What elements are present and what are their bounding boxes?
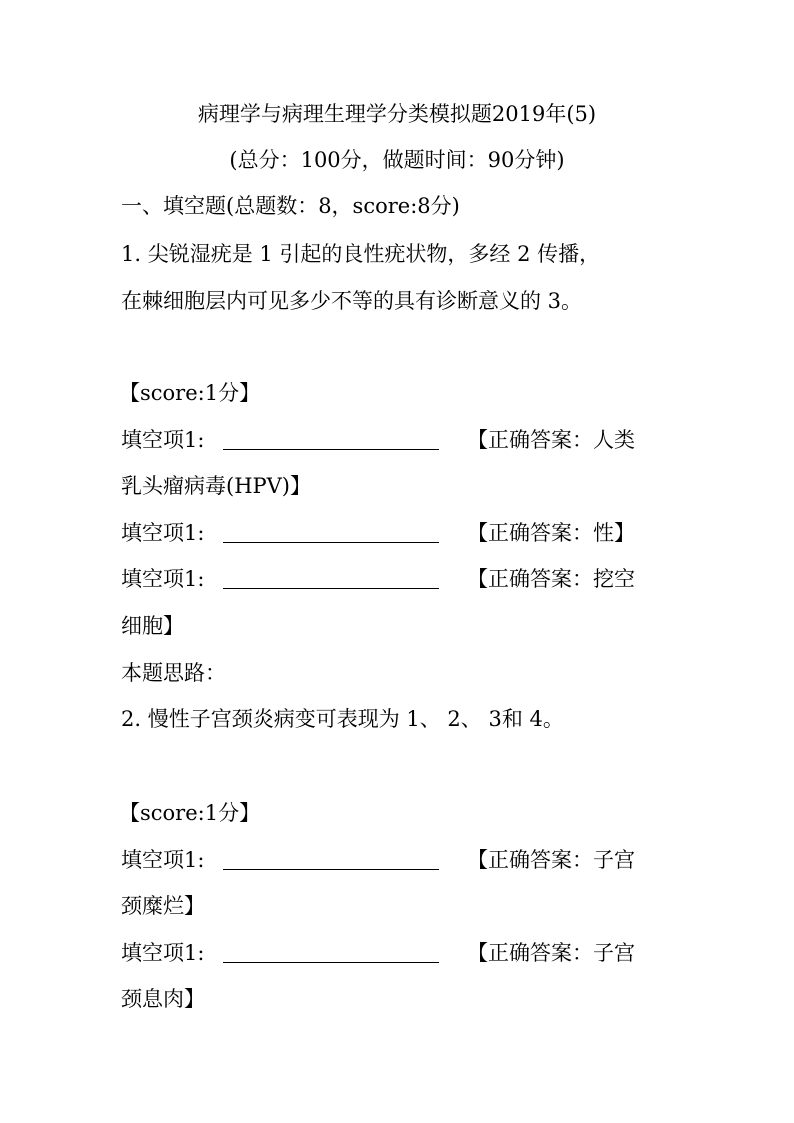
question-1-blank-item-1 <box>121 425 666 455</box>
correct-answer: 【正确答案：性】 <box>467 521 635 545</box>
question-2-text-line-1: 2. 慢性子宫颈炎病变可表现为 1、 2、 3和 4。 <box>121 707 564 731</box>
question-1-score: 【score:1分】 <box>119 381 261 405</box>
question-2-answer-1-continued: 颈糜烂】 <box>121 894 205 918</box>
question-2-blank-item-1 <box>121 845 666 875</box>
answer-blank-line <box>223 542 439 543</box>
blank-item-label: 填空项1: <box>121 567 205 591</box>
exam-info: (总分：100分，做题时间：90分钟) <box>229 148 565 172</box>
blank-item-label: 填空项1: <box>121 941 205 965</box>
answer-blank-line <box>223 588 439 589</box>
blank-item-label: 填空项1: <box>121 848 205 872</box>
question-1-approach-label: 本题思路： <box>121 661 226 685</box>
question-1-text-line-2: 在棘细胞层内可见多少不等的具有诊断意义的 3。 <box>121 289 583 313</box>
correct-answer: 【正确答案：子宫 <box>467 941 635 965</box>
correct-answer: 【正确答案：子宫 <box>467 848 635 872</box>
question-1-blank-item-2 <box>121 518 666 548</box>
answer-blank-line <box>223 962 439 963</box>
blank-item-label: 填空项1: <box>121 521 205 545</box>
question-1-answer-1-continued: 乳头瘤病毒(HPV)】 <box>121 474 311 498</box>
question-2-answer-2-continued: 颈息肉】 <box>121 987 205 1011</box>
question-2-score: 【score:1分】 <box>119 801 261 825</box>
question-1-blank-item-3 <box>121 564 666 594</box>
page-title: 病理学与病理生理学分类模拟题2019年(5) <box>197 102 597 126</box>
correct-answer: 【正确答案：挖空 <box>467 567 635 591</box>
section-heading: 一、填空题(总题数：8，score:8分) <box>121 194 460 218</box>
question-1-answer-3-continued: 细胞】 <box>121 614 184 638</box>
question-2-blank-item-2 <box>121 938 666 968</box>
question-1-text-line-1: 1. 尖锐湿疣是 1 引起的良性疣状物，多经 2 传播， <box>121 242 601 266</box>
answer-blank-line <box>223 869 439 870</box>
blank-item-label: 填空项1: <box>121 428 205 452</box>
correct-answer: 【正确答案：人类 <box>467 428 635 452</box>
answer-blank-line <box>223 449 439 450</box>
